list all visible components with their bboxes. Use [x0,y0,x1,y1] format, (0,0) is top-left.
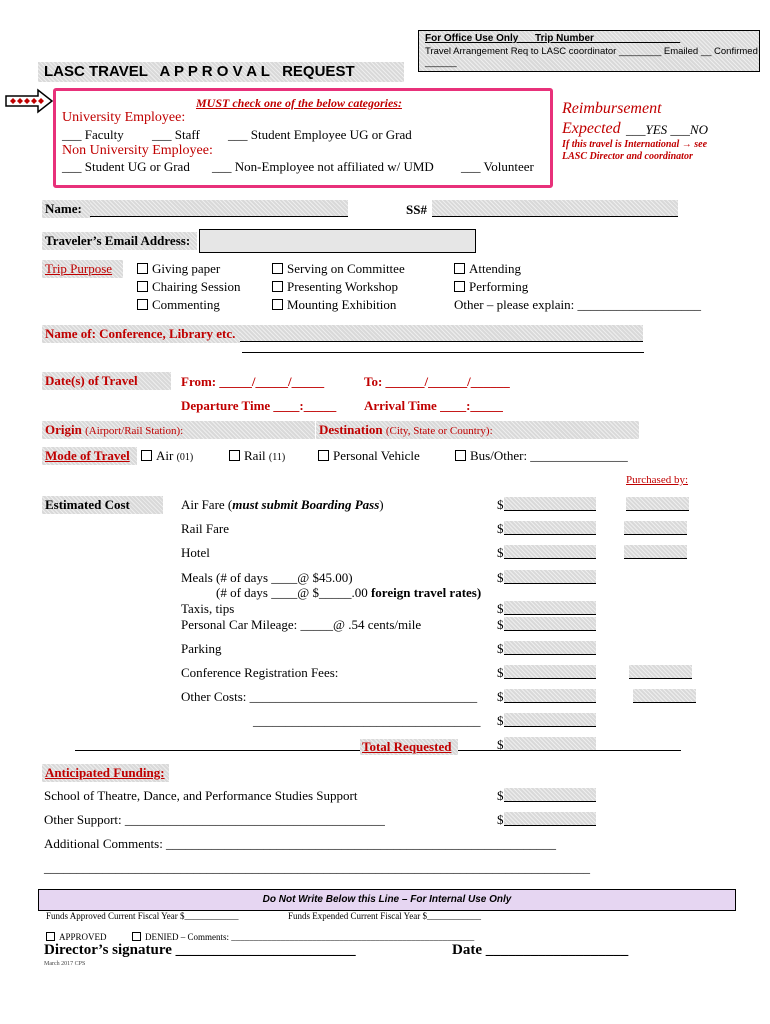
total-requested-label: Total Requested [360,739,458,755]
purpose-column-1 [137,260,240,314]
parking-amount[interactable]: $ [497,641,596,657]
dates-label: Date(s) of Travel [42,372,171,390]
arrow-icon [4,88,54,114]
mode-rail[interactable]: Rail (11) [229,448,285,464]
form-revision-footer: March 2017 CPS [44,961,86,967]
email-label: Traveler’s Email Address: [42,232,197,250]
checkbox-icon[interactable] [318,450,329,461]
international-note: If this travel is International → see [562,139,708,150]
category-instruction: MUST check one of the below categories: [196,96,402,110]
checkbox-icon[interactable] [454,281,465,292]
other-costs-line-2[interactable]: ___________________________________ [253,713,481,728]
purpose-chairing-session[interactable]: Chairing Session [137,278,240,296]
office-use-line3: ______ [425,57,457,68]
amount-field[interactable] [504,641,596,655]
purpose-serving-committee[interactable]: Serving on Committee [272,260,405,278]
other-costs-amount-2[interactable]: $ [497,713,596,729]
conference-label: Name of: Conference, Library etc. [42,325,240,343]
additional-comments-field[interactable]: Additional Comments: ____________________________________________________________ [44,836,557,851]
mode-personal-vehicle[interactable]: Personal Vehicle [318,448,420,464]
from-date-field[interactable]: From: _____/_____/_____ [181,374,325,389]
arrival-time-field[interactable]: Arrival Time ____:_____ [364,398,503,413]
purchased-by-air[interactable] [626,497,689,511]
destination-hint: (City, State or Country): [385,425,493,437]
mode-label: Mode of Travel [42,447,137,465]
purpose-attending[interactable]: Attending [454,260,701,278]
checkbox-icon[interactable] [137,281,148,292]
hotel-label: Hotel [181,545,210,560]
checkbox-icon[interactable] [455,450,466,461]
air-fare-amount[interactable]: $ [497,497,596,513]
name-label: Name: [42,200,91,218]
destination-row[interactable] [316,421,639,439]
purpose-column-3 [454,260,701,314]
other-support-amount[interactable]: $ [497,812,596,828]
checkbox-icon[interactable] [141,450,152,461]
director-signature-field[interactable]: Director’s signature ________________________ [44,942,356,958]
purchased-by-registration[interactable] [629,665,692,679]
purchased-by-hotel[interactable] [624,545,687,559]
trip-purpose-label: Trip Purpose [42,260,123,278]
meals-label: Meals (# of days ____@ $45.00) [181,570,353,585]
reimbursement-expected-label: Expected [562,120,621,137]
hotel-amount[interactable]: $ [497,545,596,561]
amount-field[interactable] [504,788,596,802]
amount-field[interactable] [504,521,596,535]
additional-comments-line-2[interactable]: ____________________________________________________________________________________ [44,860,590,875]
amount-field[interactable] [504,713,596,727]
mode-bus-other[interactable]: Bus/Other: _______________ [455,448,628,464]
student-employee-option[interactable]: ___ Student Employee UG or Grad [228,127,412,142]
registration-label: Conference Registration Fees: [181,665,339,680]
checkbox-icon[interactable] [137,263,148,274]
checkbox-icon[interactable] [132,932,141,941]
student-option[interactable]: ___ Student UG or Grad [62,159,190,174]
form-title: LASC TRAVEL A P P R O V A L REQUEST [44,63,355,80]
international-note-2: LASC Director and coordinator [562,151,693,162]
non-employee-option[interactable]: ___ Non-Employee not affiliated w/ UMD [212,159,434,174]
purchased-by-rail[interactable] [624,521,687,535]
origin-hint: (Airport/Rail Station): [85,425,184,437]
office-use-box [418,30,760,72]
rail-fare-amount[interactable]: $ [497,521,596,537]
estimated-cost-label: Estimated Cost [42,496,163,514]
amount-field[interactable] [504,689,596,703]
parking-label: Parking [181,641,222,656]
purchased-by-label: Purchased by: [626,474,689,486]
purpose-other[interactable]: Other – please explain: ___________________ [454,297,701,312]
faculty-option[interactable]: ___ Faculty [62,127,124,142]
internal-use-header: Do Not Write Below this Line – For Internal Use Only [38,889,736,911]
checkbox-icon[interactable] [272,281,283,292]
purpose-performing[interactable]: Performing [454,278,701,296]
school-support-label: School of Theatre, Dance, and Performance Studies Support [44,788,358,803]
denied-option[interactable]: DENIED – Comments: ______________________________________________________ [132,932,474,942]
category-box [53,88,553,188]
amount-field[interactable] [504,617,596,631]
date-field[interactable]: Date ___________________ [452,942,629,958]
conference-field-line-2[interactable] [242,352,644,353]
amount-field[interactable] [504,601,596,615]
reimbursement-label: Reimbursement [562,100,662,117]
air-fare-label: Air Fare (must submit Boarding Pass) [181,497,384,512]
amount-field[interactable] [504,812,596,826]
checkbox-icon[interactable] [137,299,148,310]
email-field[interactable] [199,229,476,253]
ssn-field[interactable] [432,200,678,217]
mileage-label[interactable]: Personal Car Mileage: _____@ .54 cents/mile [181,617,422,632]
university-employee-label: University Employee: [62,110,186,125]
purpose-giving-paper[interactable]: Giving paper [137,260,240,278]
meals-amount[interactable]: $ [497,570,596,586]
purpose-mounting-exhibition[interactable]: Mounting Exhibition [272,296,405,314]
office-use-line1: For Office Use Only __ Trip Number _______________ [425,33,681,44]
conference-field[interactable] [240,325,643,342]
school-support-amount[interactable]: $ [497,788,596,804]
other-costs-label[interactable]: Other Costs: ___________________________________ [181,689,478,704]
anticipated-funding-label: Anticipated Funding: [42,764,169,782]
registration-amount[interactable]: $ [497,665,596,681]
checkbox-icon[interactable] [229,450,240,461]
name-field[interactable] [90,200,348,217]
amount-field[interactable] [504,570,596,584]
approved-option[interactable]: APPROVED [46,932,107,942]
office-use-line2: Travel Arrangement Req to LASC coordinator ________ Emailed __ Confirmed [425,46,758,57]
taxis-amount[interactable]: $ [497,601,596,617]
rail-fare-label: Rail Fare [181,521,230,536]
form-title-bar [38,62,404,82]
funds-expended-current[interactable]: Funds Expended Current Fiscal Year $____________ [288,911,481,921]
purchased-by-other[interactable] [633,689,696,703]
checkbox-icon[interactable] [454,263,465,274]
amount-field[interactable] [504,737,596,751]
other-costs-amount[interactable]: $ [497,689,596,705]
volunteer-option[interactable]: ___ Volunteer [461,159,534,174]
amount-field[interactable] [504,665,596,679]
destination-label: Destination [319,422,383,437]
checkbox-icon[interactable] [46,932,55,941]
ssn-label: SS# [406,202,427,217]
to-date-field[interactable]: To: ______/______/______ [364,374,510,389]
other-support-field[interactable]: Other Support: ________________________________________ [44,812,385,827]
checkbox-icon[interactable] [272,299,283,310]
mode-air[interactable]: Air (01) [141,448,193,464]
origin-row[interactable] [42,421,315,439]
departure-time-field[interactable]: Departure Time ____:_____ [181,398,337,413]
purpose-commenting[interactable]: Commenting [137,296,240,314]
origin-label: Origin [45,422,82,437]
reimbursement-yes-no[interactable]: ___YES ___NO [626,122,708,137]
purpose-column-2 [272,260,405,314]
staff-option[interactable]: ___ Staff [152,127,200,142]
purpose-presenting-workshop[interactable]: Presenting Workshop [272,278,405,296]
non-university-employee-label: Non University Employee: [62,143,213,158]
total-amount[interactable]: $ [497,737,596,753]
amount-field[interactable] [504,545,596,559]
foreign-meals-label: (# of days ____@ $_____.00 foreign travel rates) [216,585,482,600]
mileage-amount[interactable]: $ [497,617,596,633]
checkbox-icon[interactable] [272,263,283,274]
funds-approved-current[interactable]: Funds Approved Current Fiscal Year $____________ [46,911,239,921]
taxis-label: Taxis, tips [181,601,235,616]
amount-field[interactable] [504,497,596,511]
